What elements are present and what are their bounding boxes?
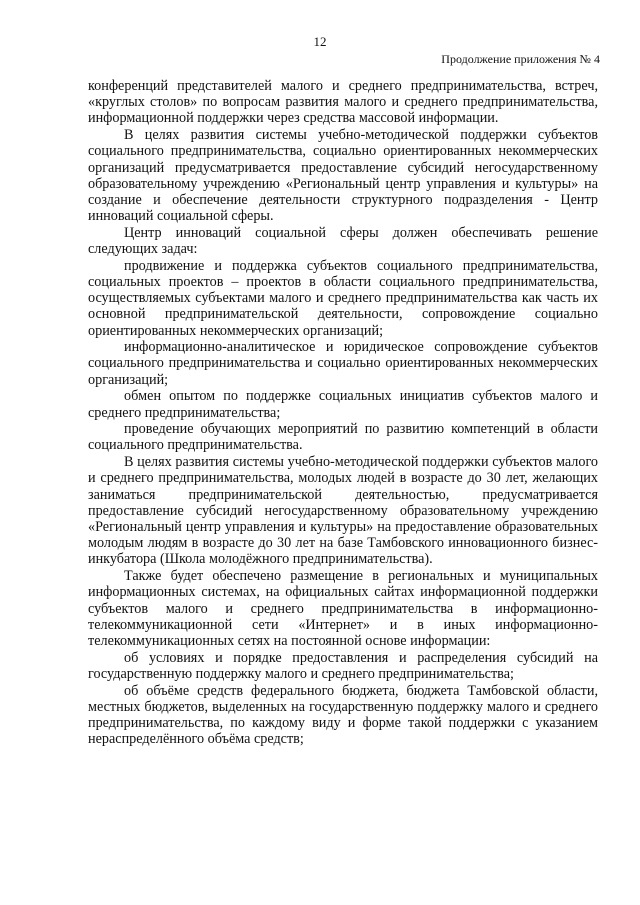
paragraph-methodical-support-social: В целях развития системы учебно-методической поддержки субъектов социального предпринимательства, социально ориентированных некоммерческих организаций предусматривается предоставление субсидий негосударственному образовательному учреждению «Региональный центр управления и культуры» на создание и обеспечение деятельности структурного подразделения - Центр инноваций социальной сферы. xyxy=(88,127,598,225)
paragraph-continued: конференций представителей малого и среднего предпринимательства, встреч, «круглых столов» по вопросам развития малого и среднего предпринимательства, информационной поддержки через средства массовой информации. xyxy=(88,78,598,127)
paragraph-center-tasks-intro: Центр инноваций социальной сферы должен обеспечивать решение следующих задач: xyxy=(88,224,598,258)
info-item-subsidy-conditions: об условиях и порядке предоставления и распределения субсидий на государственную поддержку малого и среднего предпринимательства; xyxy=(88,649,598,682)
task-item-training-events: проведение обучающих мероприятий по развитию компетенций в области социального предпринимательства. xyxy=(88,421,598,454)
info-item-budget-volume: об объёме средств федерального бюджета, бюджета Тамбовской области, местных бюджетов, выделенных на государственную поддержку малого и среднего предпринимательства, по каждому виду и форме такой поддержки с указанием нераспределённого объёма средств; xyxy=(88,682,598,748)
document-body xyxy=(88,78,598,748)
page-number: 12 xyxy=(313,34,327,49)
task-item-promotion: продвижение и поддержка субъектов социального предпринимательства, социальных проектов – проектов в области социального предпринимательства, осуществляемых субъектами малого и среднего предпринимательства как часть их основной предпринимательской деятельности, сопровождение социально ориентированных некоммерческих организаций; xyxy=(88,257,598,339)
task-item-analytical-support: информационно-аналитическое и юридическое сопровождение субъектов социального предпринимательства и социально ориентированных некоммерческих организаций; xyxy=(88,339,598,388)
appendix-note: Продолжение приложения № 4 xyxy=(441,52,600,66)
task-item-experience-exchange: обмен опытом по поддержке социальных инициатив субъектов малого и среднего предпринимательства; xyxy=(88,388,598,421)
paragraph-methodical-support-youth: В целях развития системы учебно-методической поддержки субъектов малого и среднего предпринимательства, молодых людей в возрасте до 30 лет, желающих заниматься предпринимательской деятельностью, предусматривается предоставление субсидий негосударственному образовательному учреждению «Региональный центр управления и культуры» на предоставление образовательных молодым людям в возрасте до 30 лет на базе Тамбовского инновационного бизнес-инкубатора (Школа молодёжного предпринимательства). xyxy=(88,454,598,568)
paragraph-information-placement: Также будет обеспечено размещение в региональных и муниципальных информационных системах, на официальных сайтах информационной поддержки субъектов малого и среднего предпринимательства в информационно-телекоммуникационной сети «Интернет» и в иных информационно-телекоммуникационных сетях на постоянной основе информации: xyxy=(88,568,598,649)
